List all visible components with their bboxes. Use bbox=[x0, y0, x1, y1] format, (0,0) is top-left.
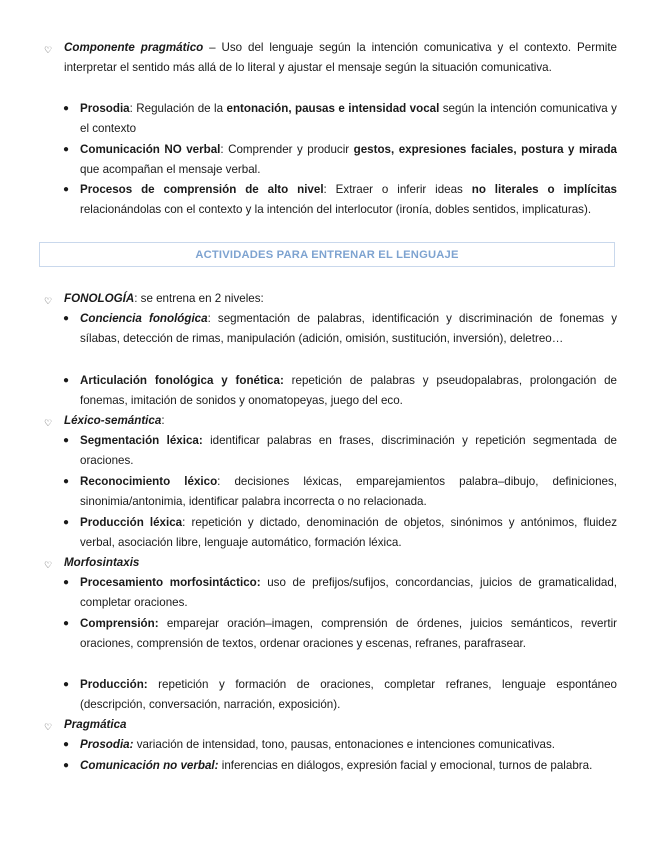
list-item: ● Procesamiento morfosintáctico: uso de prefijos/sufijos, concordancias, juicios de gramaticalidad, completar oraciones. bbox=[80, 573, 617, 613]
bullet-icon: ● bbox=[63, 184, 70, 195]
list-item: ● Comunicación no verbal: inferencias en diálogos, expresión facial y emocional, turnos de palabra. bbox=[80, 756, 617, 776]
bullet-icon: ● bbox=[63, 435, 70, 446]
list-item: ● Articulación fonológica y fonética: repetición de palabras y pseudopalabras, prolongación de fonemas, imitación de sonidos y onomatopeyas, juego del eco. bbox=[80, 371, 617, 411]
bullet-icon: ● bbox=[63, 618, 70, 629]
bullet-icon: ● bbox=[63, 577, 70, 588]
bullet-icon: ● bbox=[63, 144, 70, 155]
bullet-icon: ● bbox=[63, 313, 70, 324]
list-item: ● Prosodia: Regulación de la entonación, pausas e intensidad vocal según la intención comunicativa y el contexto bbox=[80, 99, 617, 139]
bullet-icon: ● bbox=[63, 739, 70, 750]
list-item: ● Prosodia: variación de intensidad, tono, pausas, entonaciones e intenciones comunicativas. bbox=[80, 735, 617, 755]
heart-bullet-icon: ♡ bbox=[44, 418, 53, 428]
morfosintaxis-section: ♡ Morfosintaxis bbox=[64, 553, 617, 573]
heart-bullet-icon: ♡ bbox=[44, 722, 53, 732]
list-item: ● Procesos de comprensión de alto nivel: Extraer o inferir ideas no literales o implícitas relacionándolas con el contexto y la intención del interlocutor (ironía, dobles sentidos, implicaturas). bbox=[80, 180, 617, 220]
section-banner: ACTIVIDADES PARA ENTRENAR EL LENGUAJE bbox=[39, 242, 615, 267]
list-item: ● Reconocimiento léxico: decisiones léxicas, emparejamientos palabra–dibujo, definiciones, sinonimia/antonimia, identificar palabra incorrecta o no relacionada. bbox=[80, 472, 617, 512]
list-item: ● Producción léxica: repetición y dictado, denominación de objetos, sinónimos y antónimos, fluidez verbal, asociación libre, lenguaje automático, formación léxica. bbox=[80, 513, 617, 553]
bullet-icon: ● bbox=[63, 760, 70, 771]
bullet-icon: ● bbox=[63, 476, 70, 487]
list-item: ● Comprensión: emparejar oración–imagen, comprensión de órdenes, juicios semánticos, revertir oraciones, comprensión de textos, ordenar oraciones y escenas, refranes, parafrasear. bbox=[80, 614, 617, 654]
pragmatico-section bbox=[44, 38, 617, 78]
list-item: ● Conciencia fonológica: segmentación de palabras, identificación y discriminación de fonemas y sílabas, detección de rimas, manipulación (adición, omisión, sustitución, inversión), deletreo… bbox=[80, 309, 617, 349]
heart-bullet-icon: ♡ bbox=[44, 45, 53, 55]
heart-bullet-icon: ♡ bbox=[44, 560, 53, 570]
bullet-icon: ● bbox=[63, 103, 70, 114]
fonologia-section: ♡ FONOLOGÍA: se entrena en 2 niveles: bbox=[64, 289, 617, 309]
list-item: ● Segmentación léxica: identificar palabras en frases, discriminación y repetición segmentada de oraciones. bbox=[80, 431, 617, 471]
section-text: – Uso del lenguaje según la intención comunicativa y el contexto. Permite interpretar el sentido más allá de lo literal y ajustar el mensaje según la situación comunicativa. bbox=[64, 41, 617, 75]
pragmatica-section: ♡ Pragmática bbox=[64, 715, 617, 735]
list-item: ● Comunicación NO verbal: Comprender y producir gestos, expresiones faciales, postura y mirada que acompañan el mensaje verbal. bbox=[80, 140, 617, 180]
bullet-icon: ● bbox=[63, 679, 70, 690]
bullet-icon: ● bbox=[63, 517, 70, 528]
list-item: ● Producción: repetición y formación de oraciones, completar refranes, lenguaje espontáneo (descripción, conversación, narración, exposición). bbox=[80, 675, 617, 715]
heart-bullet-icon: ♡ bbox=[44, 296, 53, 306]
section-title: Componente pragmático bbox=[64, 41, 204, 54]
lexico-section: ♡ Léxico-semántica: bbox=[64, 411, 617, 431]
bullet-icon: ● bbox=[63, 375, 70, 386]
